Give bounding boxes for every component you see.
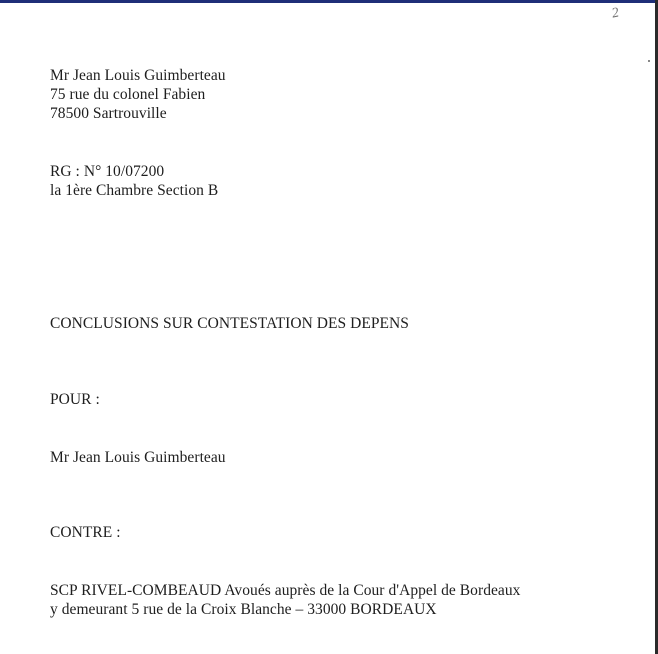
document-title: CONCLUSIONS SUR CONTESTATION DES DEPENS bbox=[50, 315, 409, 332]
scan-speck bbox=[648, 60, 650, 62]
reference-rg: RG : N° 10/07200 bbox=[50, 163, 165, 180]
sender-street: 75 rue du colonel Fabien bbox=[50, 86, 206, 103]
pour-label: POUR : bbox=[50, 391, 100, 408]
contre-label: CONTRE : bbox=[50, 524, 121, 541]
contre-party-line2: y demeurant 5 rue de la Croix Blanche – 33000 BORDEAUX bbox=[50, 601, 437, 618]
page-number-mark: 2 bbox=[610, 5, 621, 22]
scan-top-border bbox=[0, 0, 658, 3]
sender-city: 78500 Sartrouville bbox=[50, 105, 167, 122]
sender-name: Mr Jean Louis Guimberteau bbox=[50, 67, 226, 84]
reference-chamber: la 1ère Chambre Section B bbox=[50, 182, 219, 199]
pour-party: Mr Jean Louis Guimberteau bbox=[50, 449, 226, 466]
contre-party-line1: SCP RIVEL-COMBEAUD Avoués auprès de la Cour d'Appel de Bordeaux bbox=[50, 582, 521, 599]
